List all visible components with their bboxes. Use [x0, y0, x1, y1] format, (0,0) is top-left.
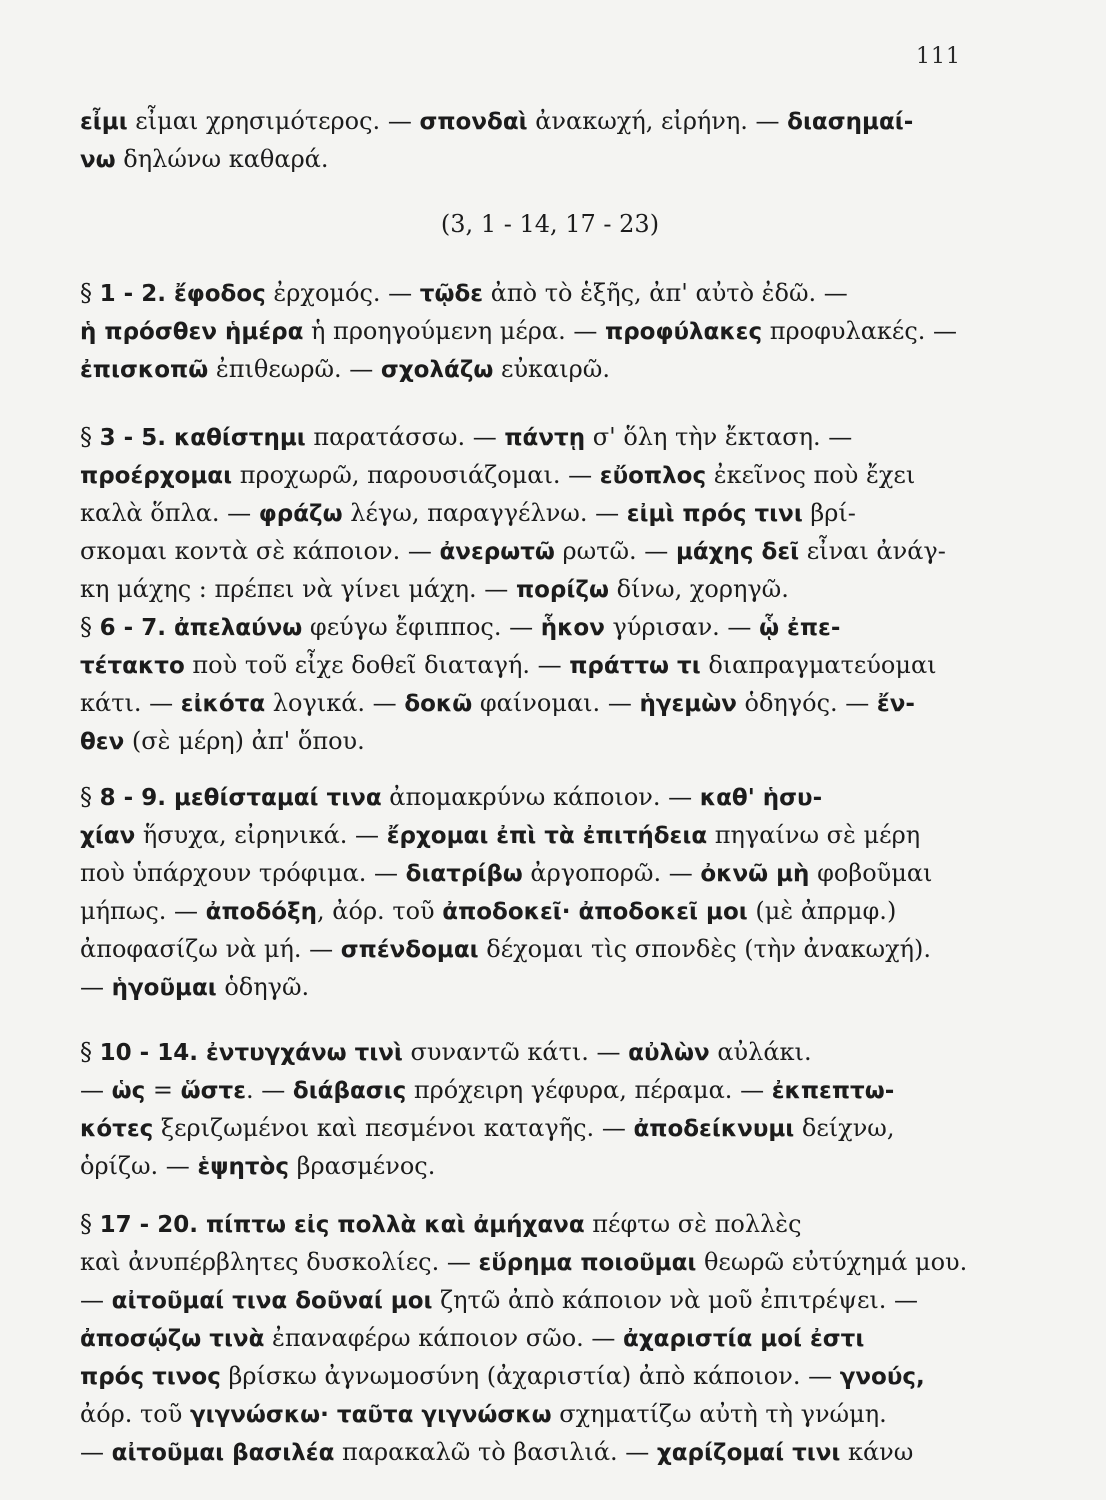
gloss-text: πρόχειρη γέφυρα, πέραμα. — — [406, 1076, 772, 1104]
headword: ἡγοῦμαι — [111, 975, 217, 1001]
headword: εἰμὶ πρός τινι — [626, 501, 803, 527]
gloss-text: ἐρχομός. — — [265, 279, 420, 307]
gloss-text: αὐλάκι. — [709, 1038, 812, 1066]
headword: πάντῃ — [504, 425, 586, 451]
gloss-text: ρωτῶ. — — [554, 537, 676, 565]
gloss-text: βρασμένος. — [289, 1152, 436, 1180]
headword: πορίζω — [515, 577, 609, 603]
headword: εὔοπλος — [599, 463, 707, 489]
text-line — [80, 930, 980, 968]
glossary-section — [80, 1033, 980, 1185]
gloss-text: — — [80, 973, 112, 1001]
gloss-text: εὐκαιρῶ. — [493, 355, 610, 383]
text-line — [80, 1071, 980, 1109]
headword: 6 - 7. — [99, 615, 174, 641]
headword: ἀποσῴζω τινὰ — [80, 1326, 265, 1352]
gloss-text: πέφτω σὲ πολλὲς — [584, 1210, 802, 1238]
gloss-text: § — [80, 279, 100, 307]
gloss-text: προχωρῶ, παρουσιάζομαι. — — [232, 461, 600, 489]
gloss-text: — — [80, 1286, 112, 1314]
gloss-text: ὁδηγός. — — [736, 689, 877, 717]
headword: προφύλακες — [605, 319, 763, 345]
headword: διάβασις — [292, 1078, 407, 1104]
gloss-text: § — [80, 783, 100, 811]
headword: φράζω — [258, 501, 343, 527]
gloss-text: ἀποφασίζω νὰ μή. — — [80, 935, 341, 963]
gloss-text: κάτι. — — [80, 689, 181, 717]
headword: ᾧ ἐπε- — [759, 615, 841, 641]
headword: διασημαί- — [787, 109, 914, 135]
gloss-text: , ἀόρ. τοῦ — [317, 897, 443, 925]
headword: προέρχομαι — [80, 463, 233, 489]
headword: ὥστε — [180, 1078, 247, 1104]
text-line — [80, 1147, 980, 1185]
glossary-section — [80, 778, 980, 1006]
text-line — [80, 1033, 980, 1071]
gloss-text: λέγω, παραγγέλνω. — — [342, 499, 627, 527]
headword: γιγνώσκω· ταῦτα γιγνώσκω — [189, 1402, 552, 1428]
headword: αἰτοῦμαί τινα δοῦναί μοι — [111, 1288, 433, 1314]
gloss-text: πηγαίνω σὲ μέρη — [707, 821, 921, 849]
headword: εὕρημα ποιοῦμαι — [478, 1250, 697, 1276]
headword: πρός τινος — [80, 1364, 221, 1390]
text-line — [80, 722, 980, 760]
headword: εἶμι — [80, 109, 128, 135]
gloss-text: θεωρῶ εὐτύχημά μου. — [696, 1248, 968, 1276]
headword: σπονδαὶ — [419, 109, 528, 135]
gloss-text: ποὺ τοῦ εἶχε δοθεῖ διαταγή. — — [184, 651, 570, 679]
gloss-text: συναντῶ κάτι. — — [402, 1038, 629, 1066]
gloss-text: ὁδηγῶ. — [216, 973, 310, 1001]
gloss-text: εἶμαι χρησιμότερος. — — [127, 107, 420, 135]
headword: ἀποδοκεῖ· ἀποδοκεῖ μοι — [442, 899, 748, 925]
gloss-text: ὁρίζω. — — [80, 1152, 198, 1180]
headword: δοκῶ — [404, 691, 473, 717]
headword: ἐκπεπτω- — [771, 1078, 895, 1104]
gloss-text: ἀπὸ τὸ ἑξῆς, ἀπ' αὐτὸ ἐδῶ. — — [483, 279, 848, 307]
gloss-text: κάνω — [840, 1438, 914, 1466]
headword: ἔν- — [876, 691, 915, 717]
gloss-text: διαπραγματεύομαι — [700, 651, 937, 679]
gloss-text: γύρισαν. — — [604, 613, 760, 641]
gloss-text: ποὺ ὑπάρχουν τρόφιμα. — — [80, 859, 406, 887]
headword: τέτακτο — [80, 653, 185, 679]
gloss-text: ἐπιθεωρῶ. — — [208, 355, 381, 383]
gloss-text: σχηματίζω αὐτὴ τὴ γνώμη. — [551, 1400, 887, 1428]
gloss-text: ἡ προηγούμενη μέρα. — — [303, 317, 605, 345]
gloss-text: (σὲ μέρη) ἀπ' ὅπου. — [124, 727, 365, 755]
headword: ἀχαριστία μοί ἐστι — [623, 1326, 865, 1352]
headword: ἐπισκοπῶ — [80, 357, 209, 383]
headword: ἀνερωτῶ — [439, 539, 555, 565]
gloss-text: προφυλακές. — — [762, 317, 958, 345]
gloss-text: ἀόρ. τοῦ — [80, 1400, 190, 1428]
headword: πράττω τι — [569, 653, 701, 679]
gloss-text: δηλώνω καθαρά. — [115, 145, 329, 173]
gloss-text: φοβοῦμαι — [809, 859, 933, 887]
text-line — [80, 778, 980, 816]
text-line — [80, 1205, 980, 1243]
text-line — [80, 532, 980, 570]
text-line — [80, 312, 980, 350]
glossary-section — [80, 274, 980, 388]
headword: 10 - 14. — [99, 1040, 206, 1066]
gloss-text: σ' ὅλη τὴν ἔκταση. — — [585, 423, 853, 451]
headword: αὐλὼν — [628, 1040, 710, 1066]
gloss-text: δέχομαι τὶς σπονδὲς (τὴν ἀνακωχή). — [478, 935, 932, 963]
text-line — [80, 892, 980, 930]
glossary-section — [80, 205, 980, 243]
headword: διατρίβω — [405, 861, 523, 887]
glossary-section — [80, 1205, 980, 1471]
text-line — [80, 494, 980, 532]
gloss-text: (3, 1 - 14, 17 - 23) — [440, 210, 660, 238]
gloss-text: κη μάχης : πρέπει νὰ γίνει μάχη. — — [80, 575, 516, 603]
text-line — [80, 1433, 980, 1471]
gloss-text: ζητῶ ἀπὸ κάποιον νὰ μοῦ ἐπιτρέψει. — — [432, 1286, 919, 1314]
gloss-text: — — [80, 1438, 112, 1466]
headword: πίπτω εἰς πολλὰ καὶ ἀμήχανα — [205, 1212, 585, 1238]
headword: ἔφοδος — [173, 281, 266, 307]
text-line — [80, 1109, 980, 1147]
headword: 8 - 9. — [99, 785, 174, 811]
headword: νω — [80, 147, 116, 173]
glossary-section — [80, 418, 980, 760]
headword: θεν — [80, 729, 125, 755]
gloss-text: ἥσυχα, εἰρηνικά. — — [135, 821, 387, 849]
headword: ἀποδείκνυμι — [633, 1116, 795, 1142]
gloss-text: ἐκεῖνος ποὺ ἔχει — [706, 461, 916, 489]
text-line — [80, 816, 980, 854]
headword: μεθίσταμαί τινα — [173, 785, 382, 811]
text-line — [80, 350, 980, 388]
headword: ὀκνῶ μὴ — [700, 861, 810, 887]
gloss-text: παρατάσσω. — — [305, 423, 505, 451]
gloss-text: βρί- — [802, 499, 856, 527]
headword: χίαν — [80, 823, 136, 849]
gloss-text: μήπως. — — [80, 897, 206, 925]
gloss-text: δίνω, χορηγῶ. — [608, 575, 789, 603]
headword: τῷδε — [419, 281, 484, 307]
text-line — [80, 684, 980, 722]
gloss-text: = — [145, 1076, 181, 1104]
headword: ἀπελαύνω — [173, 615, 303, 641]
gloss-text: δείχνω, — [794, 1114, 895, 1142]
text-line — [80, 456, 980, 494]
headword: ἀποδόξη — [205, 899, 318, 925]
headword: ἡ πρόσθεν ἡμέρα — [80, 319, 304, 345]
text-line — [80, 418, 980, 456]
text-line — [80, 274, 980, 312]
headword: ἧκον — [540, 615, 605, 641]
headword: κότες — [80, 1116, 154, 1142]
text-line — [80, 854, 980, 892]
headword: καθίστημι — [173, 425, 306, 451]
headword: ἐντυγχάνω τινὶ — [205, 1040, 403, 1066]
headword: 3 - 5. — [99, 425, 174, 451]
gloss-text: § — [80, 1210, 100, 1238]
gloss-text: εἶναι ἀνάγ- — [799, 537, 946, 565]
gloss-text: βρίσκω ἀγνωμοσύνη (ἀχαριστία) ἀπὸ κάποιον. — — [220, 1362, 840, 1390]
gloss-text: § — [80, 613, 100, 641]
text-line — [80, 968, 980, 1006]
headword: καθ' ἡσυ- — [699, 785, 823, 811]
gloss-text: . — — [246, 1076, 293, 1104]
text-line — [80, 102, 980, 140]
gloss-text: φαίνομαι. — — [472, 689, 640, 717]
gloss-text: ἀνακωχή, εἰρήνη. — — [527, 107, 788, 135]
gloss-text: παρακαλῶ τὸ βασιλιά. — — [334, 1438, 657, 1466]
text-line — [80, 608, 980, 646]
headword: σχολάζω — [380, 357, 494, 383]
text-line — [80, 140, 980, 178]
gloss-text: ξεριζωμένοι καὶ πεσμένοι καταγῆς. — — [153, 1114, 634, 1142]
gloss-text: ἀπομακρύνω κάποιον. — — [381, 783, 700, 811]
headword: 1 - 2. — [99, 281, 174, 307]
gloss-text: § — [80, 423, 100, 451]
glossary-section — [80, 102, 980, 178]
gloss-text: — — [80, 1076, 112, 1104]
text-line — [80, 1357, 980, 1395]
gloss-text: ἀργοπορῶ. — — [522, 859, 701, 887]
headword: ὡς — [111, 1078, 146, 1104]
gloss-text: φεύγω ἔφιππος. — — [302, 613, 541, 641]
headword: σπένδομαι — [340, 937, 479, 963]
gloss-text: ἐπαναφέρω κάποιον σῶο. — — [264, 1324, 624, 1352]
gloss-text: καλὰ ὅπλα. — — [80, 499, 259, 527]
headword: γνούς, — [839, 1364, 925, 1390]
headword: χαρίζομαί τινι — [656, 1440, 841, 1466]
gloss-text: § — [80, 1038, 100, 1066]
section-reference — [80, 205, 980, 243]
gloss-text: καὶ ἀνυπέρβλητες δυσκολίες. — — [80, 1248, 479, 1276]
headword: ἔρχομαι ἐπὶ τὰ ἐπιτήδεια — [386, 823, 708, 849]
text-line — [80, 1281, 980, 1319]
headword: 17 - 20. — [99, 1212, 206, 1238]
gloss-text: λογικά. — — [265, 689, 405, 717]
text-line — [80, 570, 980, 608]
text-line — [80, 646, 980, 684]
headword: ἑψητὸς — [197, 1154, 289, 1180]
text-line — [80, 1243, 980, 1281]
text-line — [80, 1319, 980, 1357]
page-number: 111 — [916, 44, 961, 69]
text-line — [80, 1395, 980, 1433]
headword: εἰκότα — [180, 691, 266, 717]
headword: αἰτοῦμαι βασιλέα — [111, 1440, 335, 1466]
headword: ἡγεμὼν — [639, 691, 737, 717]
gloss-text: (μὲ ἀπρμφ.) — [747, 897, 897, 925]
headword: μάχης δεῖ — [675, 539, 800, 565]
gloss-text: σκομαι κοντὰ σὲ κάποιον. — — [80, 537, 440, 565]
